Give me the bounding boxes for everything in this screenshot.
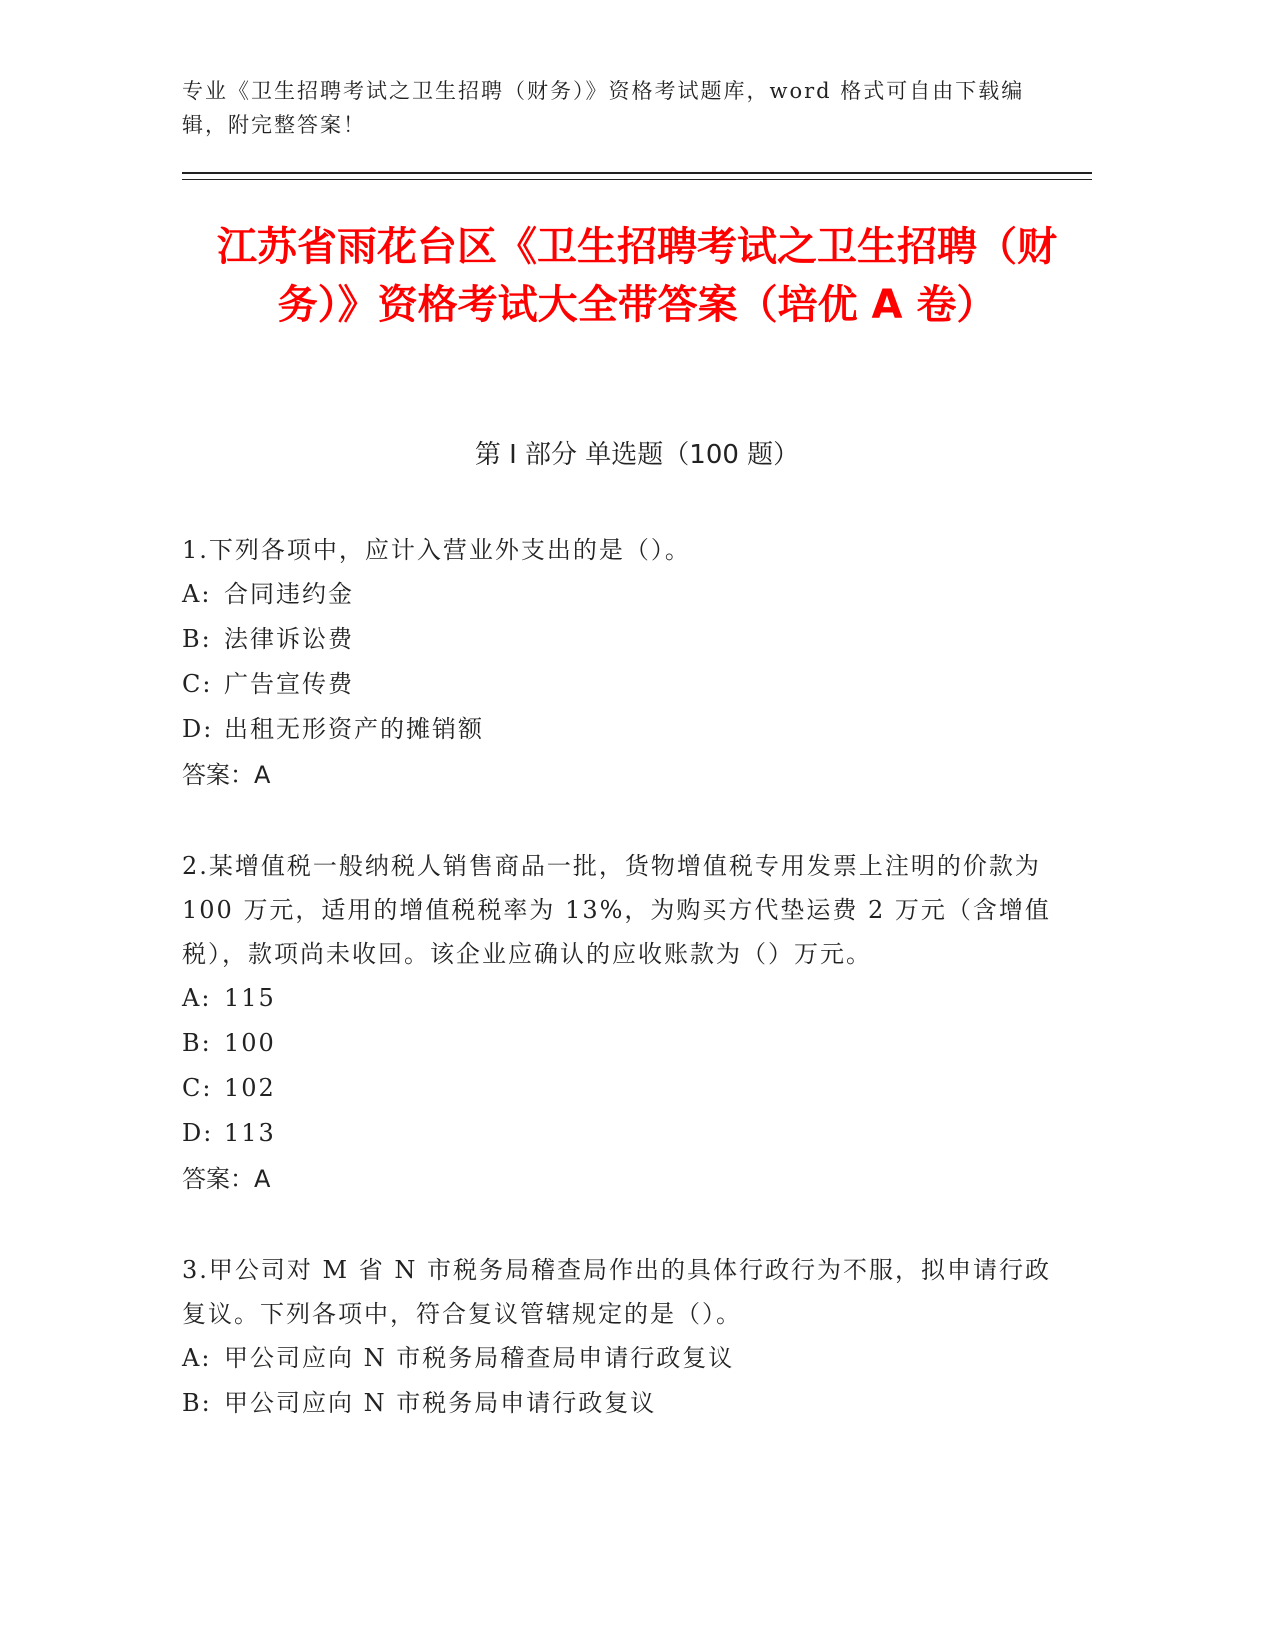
option-text: 法律诉讼费 xyxy=(224,625,354,653)
option-text: 合同违约金 xyxy=(224,580,354,608)
question-stem: 2.某增值税一般纳税人销售商品一批，货物增值税专用发票上注明的价款为 100 万元，适用的增值税税率为 13%，为购买方代垫运费 2 万元（含增值税），款项尚未收回。该企业应确认的应收账款为（）万元。 xyxy=(182,852,1051,968)
header-divider-thin xyxy=(182,179,1092,180)
option-letter: D: xyxy=(182,715,214,743)
option-text: 广告宣传费 xyxy=(224,670,354,698)
question-stem: 3.甲公司对 M 省 N 市税务局稽查局作出的具体行政行为不服，拟申请行政复议。下列各项中，符合复议管辖规定的是（）。 xyxy=(182,1256,1051,1328)
option-b xyxy=(182,1021,1062,1066)
option-c xyxy=(182,1066,1062,1111)
option-text: 甲公司应向 N 市税务局稽查局申请行政复议 xyxy=(224,1344,735,1372)
option-letter: D: xyxy=(182,1119,214,1147)
question-1 xyxy=(182,528,1062,798)
option-a xyxy=(182,572,1062,617)
option-text: 113 xyxy=(224,1119,276,1147)
option-letter: C: xyxy=(182,670,213,698)
header-note: 专业《卫生招聘考试之卫生招聘（财务）》资格考试题库，word 格式可自由下载编辑，附完整答案！ xyxy=(182,79,1025,137)
answer-line: 答案：A xyxy=(182,761,271,789)
option-letter: A: xyxy=(182,580,212,608)
question-3 xyxy=(182,1248,1062,1426)
option-letter: A: xyxy=(182,1344,212,1372)
option-letter: B: xyxy=(182,1029,212,1057)
question-2 xyxy=(182,844,1062,1202)
option-text: 出租无形资产的摊销额 xyxy=(224,715,484,743)
question-stem: 1.下列各项中，应计入营业外支出的是（）。 xyxy=(182,536,691,564)
option-b xyxy=(182,1381,1062,1426)
option-letter: A: xyxy=(182,984,212,1012)
option-text: 102 xyxy=(224,1074,276,1102)
option-letter: B: xyxy=(182,1389,212,1417)
option-text: 甲公司应向 N 市税务局申请行政复议 xyxy=(224,1389,657,1417)
option-letter: B: xyxy=(182,625,212,653)
header-divider-thick xyxy=(182,172,1092,174)
section-title: 第 I 部分 单选题（100 题） xyxy=(474,440,800,470)
document-title: 江苏省雨花台区《卫生招聘考试之卫生招聘（财务）》资格考试大全带答案（培优 A 卷） xyxy=(217,224,1057,328)
option-text: 115 xyxy=(224,984,276,1012)
option-text: 100 xyxy=(224,1029,276,1057)
option-b xyxy=(182,617,1062,662)
option-a xyxy=(182,1336,1062,1381)
answer-line: 答案：A xyxy=(182,1165,271,1193)
question-list xyxy=(182,528,1062,1472)
option-d xyxy=(182,1111,1062,1156)
option-d xyxy=(182,707,1062,752)
option-a xyxy=(182,976,1062,1021)
option-letter: C: xyxy=(182,1074,213,1102)
option-c xyxy=(182,662,1062,707)
